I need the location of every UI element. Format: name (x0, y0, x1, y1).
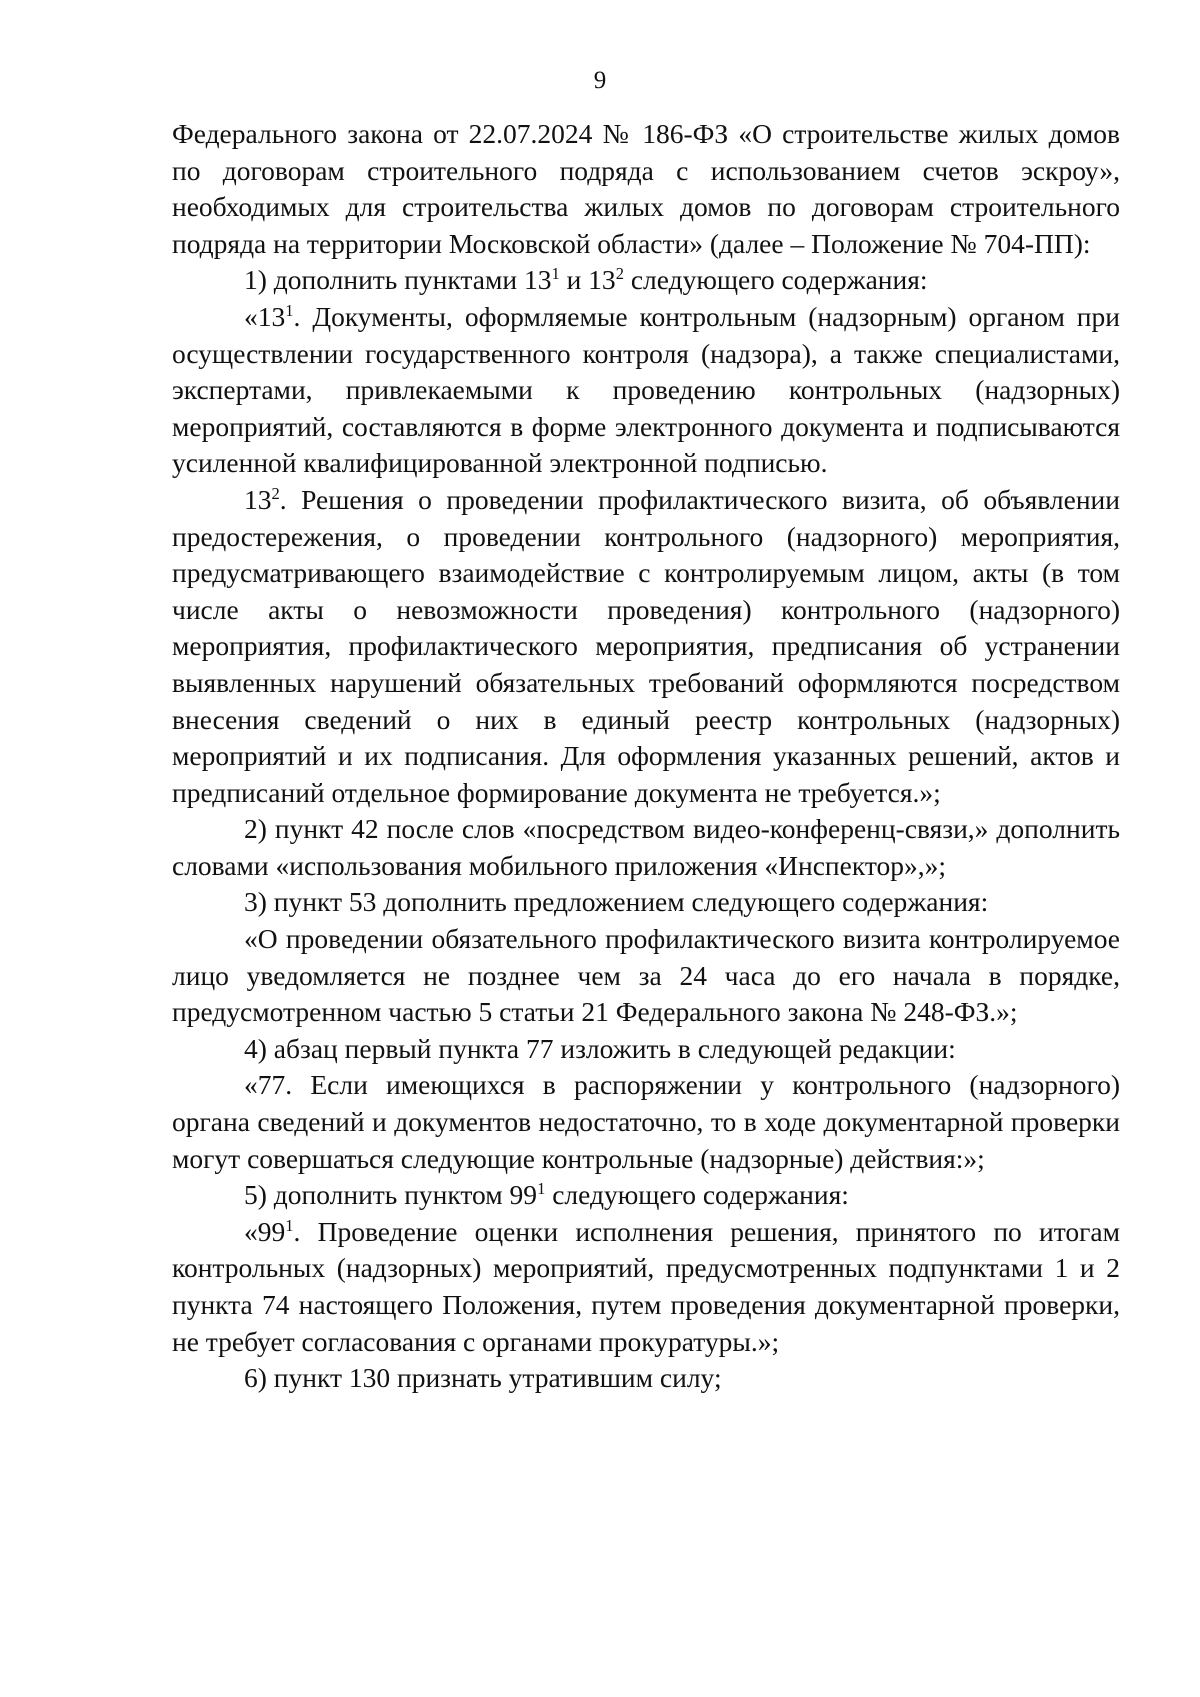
paragraph-quote-77: «77. Если имеющихся в распоряжении у контрольного (надзорного) органа сведений и документов недостаточно, то в ходе документарной проверки могут совершаться следующие контрольные (надзорные) действия:»; (172, 1069, 1120, 1174)
paragraph-intro: Федерального закона от 22.07.2024 № 186-ФЗ «О строительстве жилых домов по договорам строительного подряда с использованием счетов эскроу», необходимых для строительства жилых домов по договорам строительного подряда на территории Московской области» (далее – Положение № 704-ПП): (172, 118, 1120, 259)
text-run: . Документы, оформляемые контрольным (надзорным) органом при осуществлении государственного контроля (надзора), а также специалистами, экспертами, привлекаемыми к проведению контрольных (надзорных) мероприятий, составляются в форме электронного документа и подписываются усиленной квалифицированной электронной подписью. (172, 300, 1120, 479)
superscript: 2 (615, 264, 624, 284)
page-number: 9 (593, 67, 607, 94)
superscript: 2 (271, 483, 280, 503)
text-run: . Решения о проведении профилактического визита, об объявлении предостережения, о проведении контрольного (надзорного) мероприятия, предусматривающего взаимодействие с контролируемым лицом, акты (в том числе акты о невозможности проведения) контрольного (надзорного) мероприятия, профилактического мероприятия, предписания об устранении выявленных нарушений обязательных требований оформляются посредством внесения сведений о них в единый реестр контрольных (надзорных) мероприятий и их подписания. Для оформления указанных решений, актов и предписаний отдельное формирование документа не требуется.»; (172, 483, 1120, 808)
paragraph-13-2 (172, 482, 1120, 811)
text-run: 5) дополнить пунктом 99 (244, 1179, 538, 1211)
paragraph-item-4: 4) абзац первый пункта 77 изложить в следующей редакции: (244, 1032, 956, 1064)
paragraph-item-6: 6) пункт 130 признать утратившим силу; (244, 1362, 722, 1394)
text-run: . Проведение оценки исполнения решения, принятого по итогам контрольных (надзорных) мероприятий, предусмотренных подпунктами 1 и 2 пункта 74 настоящего Положения, путем проведения документарной проверки, не требует согласования с органами прокуратуры.»; (172, 1215, 1120, 1357)
paragraph-item-3: 3) пункт 53 дополнить предложением следующего содержания: (244, 886, 989, 918)
paragraph-item-1 (172, 262, 1120, 299)
superscript: 1 (551, 264, 560, 284)
superscript: 1 (285, 1215, 294, 1235)
paragraph-quote-99-1 (172, 1214, 1120, 1360)
text-run: «99 (244, 1215, 286, 1247)
text-run: и 13 (559, 264, 616, 296)
document-body (172, 116, 1120, 1397)
text-run: 13 (244, 483, 272, 515)
text-run: «13 (244, 300, 286, 332)
text-run: 1) дополнить пунктами 13 (244, 264, 552, 296)
paragraph-quote-53: «О проведении обязательного профилактического визита контролируемое лицо уведомляется не позднее чем за 24 часа до его начала в порядке, предусмотренном частью 5 статьи 21 Федерального закона № 248-ФЗ.»; (172, 923, 1120, 1028)
paragraph-item-2: 2) пункт 42 после слов «посредством видео-конференц-связи,» дополнить словами «использования мобильного приложения «Инспектор»,»; (172, 813, 1120, 881)
text-run: следующего содержания: (545, 1179, 849, 1211)
paragraph-item-5 (172, 1177, 1120, 1214)
text-run: следующего содержания: (623, 264, 928, 296)
superscript: 1 (285, 300, 294, 320)
superscript: 1 (537, 1179, 546, 1199)
paragraph-13-1 (172, 299, 1120, 482)
